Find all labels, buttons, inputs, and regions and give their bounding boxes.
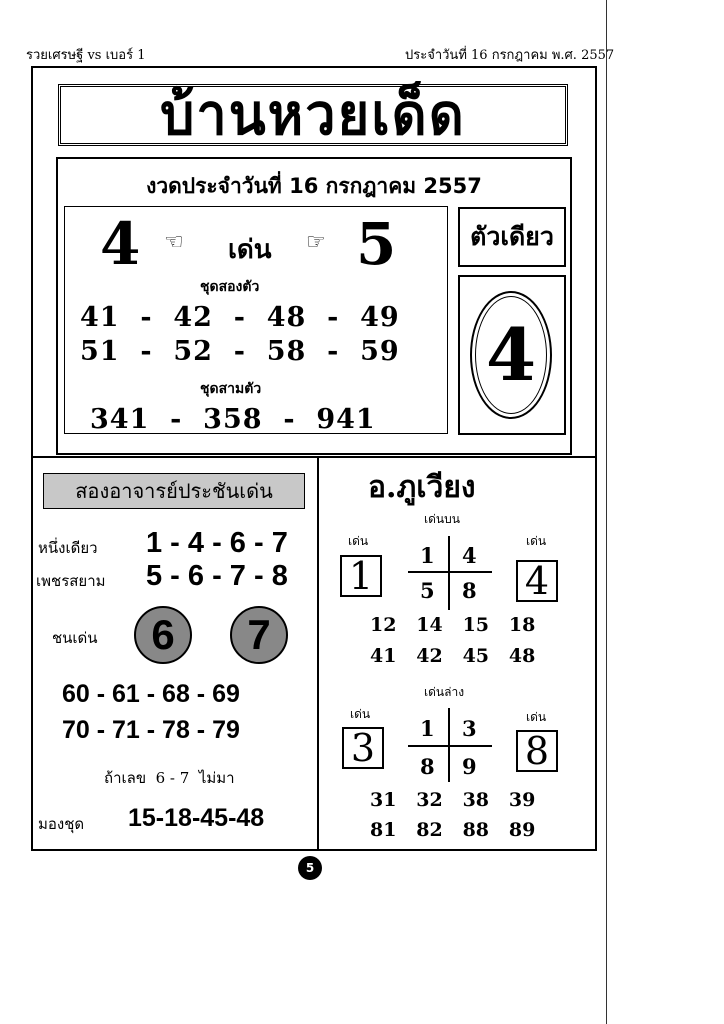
- page-number: 5: [305, 861, 315, 875]
- single-digit-label-box: [458, 207, 566, 267]
- bottom-right-label: เด่น: [526, 710, 547, 724]
- two-digit-row-2: 51 - 52 - 58 - 59: [80, 336, 400, 367]
- watch-value: 15-18-45-48: [128, 804, 265, 832]
- top-left-label: เด่น: [348, 534, 369, 548]
- master-name: อ.ภูเวียง: [368, 470, 476, 505]
- bottom-cross-tl: 1: [420, 716, 435, 741]
- two-digit-label: ชุดสองตัว: [200, 279, 260, 295]
- row3-label: ชนเด่น: [52, 629, 98, 647]
- bottom-label: เด่นล่าง: [424, 685, 465, 699]
- pairs-row-2: 70 - 71 - 78 - 79: [62, 716, 240, 744]
- watch-label: มองชุด: [38, 815, 85, 833]
- top-left-box: [340, 555, 382, 597]
- main-number-right: 5: [356, 210, 397, 278]
- top-cross-horizontal: [408, 571, 492, 573]
- bottom-right-box-number: 8: [524, 729, 550, 773]
- row2-value: 5 - 6 - 7 - 8: [146, 560, 288, 592]
- note-text: ถ้าเลข 6 - 7 ไม่มา: [104, 769, 235, 787]
- top-right-label: เด่น: [526, 534, 547, 548]
- title-box: [58, 81, 568, 148]
- header-right: ประจำวันที่ 16 กรกฎาคม พ.ศ. 2557: [405, 48, 615, 63]
- left-section-title: สองอาจารย์ประชันเด่น: [75, 479, 273, 503]
- bottom-right-box: [516, 730, 558, 772]
- top-label: เด่นบน: [424, 512, 460, 526]
- top-left-box-number: 1: [348, 554, 374, 598]
- number-circle-1: [134, 606, 192, 664]
- main-label: เด่น: [228, 235, 272, 265]
- single-digit-number: 4: [485, 312, 537, 397]
- hand-right-icon: ☞: [306, 230, 326, 255]
- bottom-row-1: 31 32 38 39: [370, 789, 536, 811]
- bottom-left-box: [342, 727, 384, 769]
- circle-2-number: 7: [247, 611, 271, 658]
- two-digit-row-1: 41 - 42 - 48 - 49: [80, 302, 400, 333]
- bottom-left-label: เด่น: [350, 707, 371, 721]
- main-number-left: 4: [100, 210, 141, 278]
- row1-value: 1 - 4 - 6 - 7: [146, 527, 288, 559]
- left-section-title-box: [43, 473, 305, 509]
- section-divider: [31, 456, 597, 458]
- page-number-badge: [298, 856, 322, 880]
- top-cross-vertical: [448, 536, 450, 610]
- bottom-row-2: 81 82 88 89: [370, 819, 536, 841]
- three-digit-label: ชุดสามตัว: [200, 381, 262, 397]
- column-divider: [317, 456, 319, 851]
- single-digit-label: ตัวเดียว: [470, 222, 554, 251]
- bottom-cross-bl: 8: [420, 754, 435, 779]
- hand-left-icon: ☜: [164, 230, 184, 255]
- draw-date: งวดประจำวันที่ 16 กรกฎาคม 2557: [146, 174, 482, 198]
- top-cross-tr: 4: [462, 543, 477, 568]
- top-right-box: [516, 560, 558, 602]
- three-digit-row: 341 - 358 - 941: [90, 404, 376, 435]
- pairs-row-1: 60 - 61 - 68 - 69: [62, 680, 240, 708]
- bottom-cross-tr: 3: [462, 716, 477, 741]
- page-title: บ้านหวยเด็ด: [160, 81, 466, 148]
- page-edge: [606, 0, 625, 1024]
- bottom-left-box-number: 3: [350, 726, 376, 770]
- row2-label: เพชรสยาม: [36, 572, 106, 590]
- number-circle-2: [230, 606, 288, 664]
- header-left: รวยเศรษฐี vs เบอร์ 1: [26, 48, 146, 63]
- bottom-cross-horizontal: [408, 745, 492, 747]
- row1-label: หนึ่งเดียว: [38, 539, 98, 557]
- circle-1-number: 6: [151, 611, 175, 658]
- top-right-box-number: 4: [524, 559, 550, 603]
- top-row-1: 12 14 15 18: [370, 614, 536, 636]
- single-digit-oval: [470, 291, 552, 419]
- top-cross-tl: 1: [420, 543, 435, 568]
- top-cross-bl: 5: [420, 578, 435, 603]
- top-cross-br: 8: [462, 578, 477, 603]
- bottom-cross-br: 9: [462, 754, 477, 779]
- top-row-2: 41 42 45 48: [370, 645, 536, 667]
